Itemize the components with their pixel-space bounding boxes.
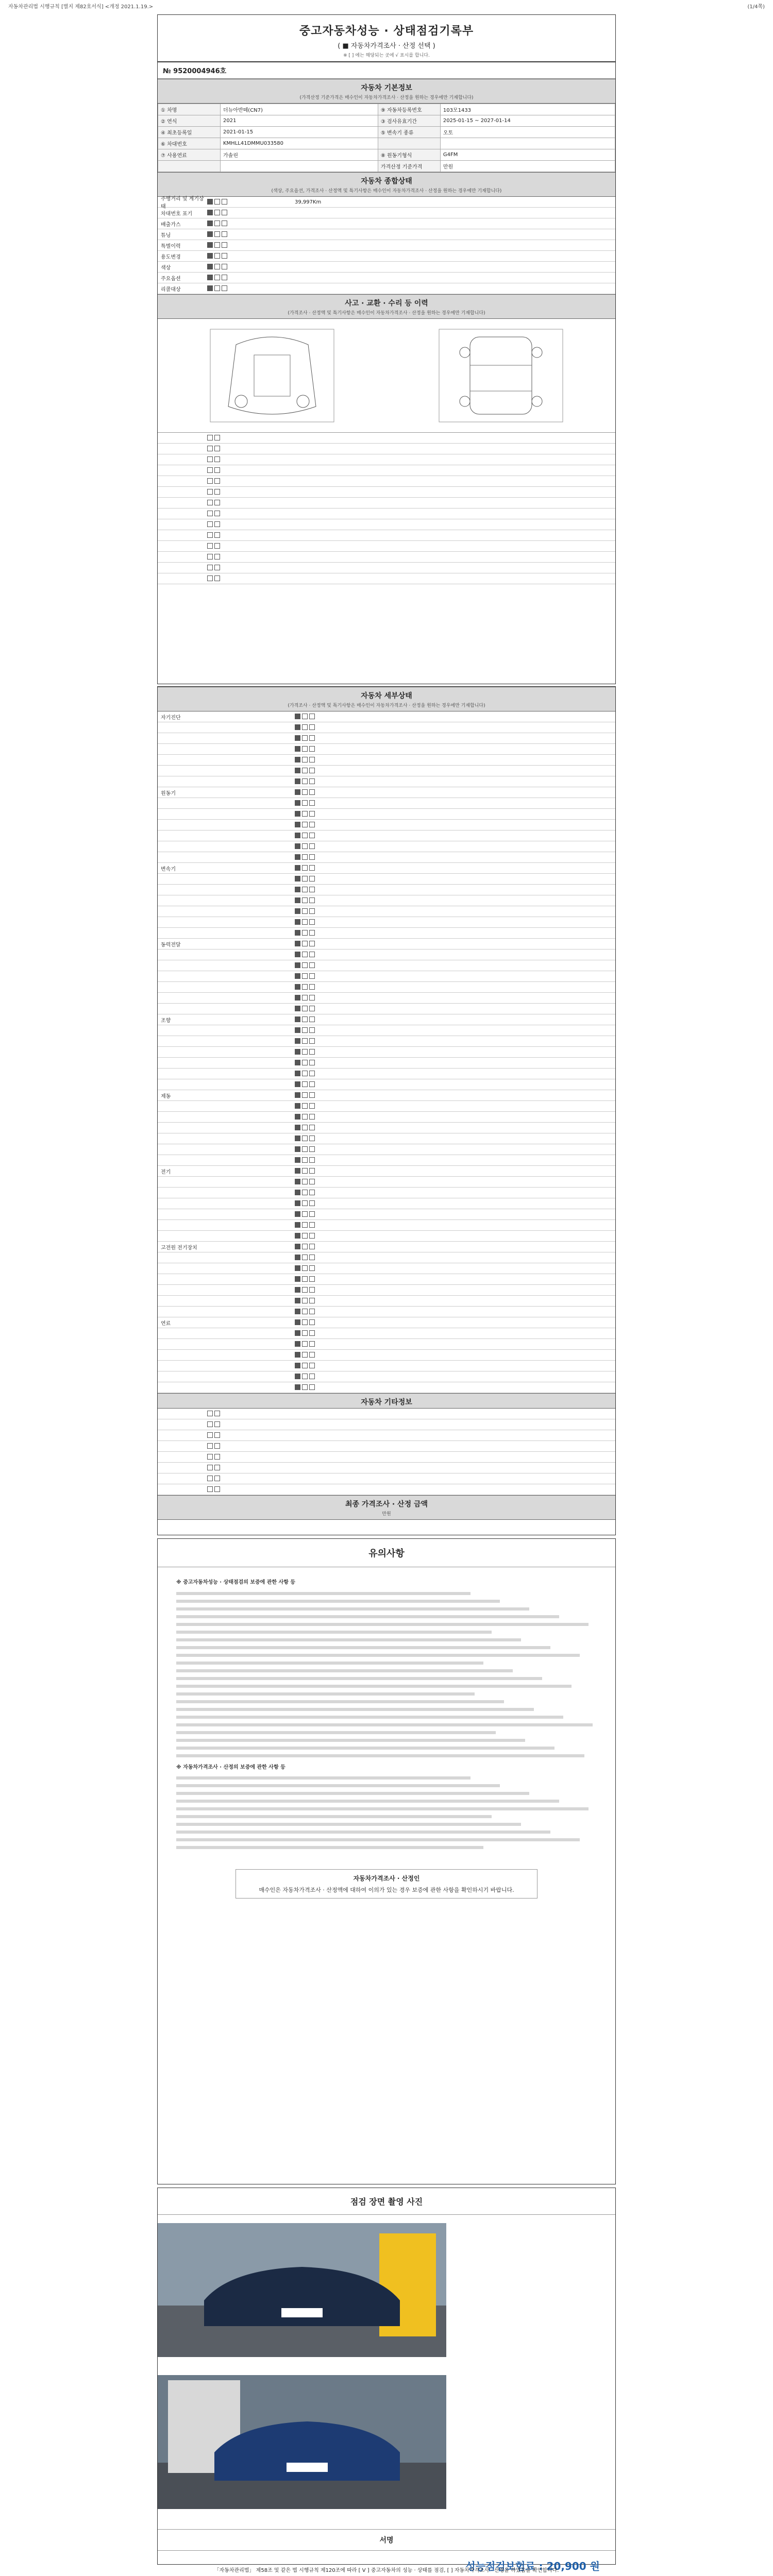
detail-checks xyxy=(295,833,553,839)
notice-text-line xyxy=(176,1623,589,1626)
notice-text-line xyxy=(176,1607,529,1611)
detail-row xyxy=(158,722,615,733)
basic-info-cell: 2021-01-15 xyxy=(221,127,378,138)
notice-text-line xyxy=(176,1685,572,1688)
detail-row xyxy=(158,1177,615,1188)
overall-row-checks xyxy=(207,253,295,260)
detail-row xyxy=(158,1133,615,1144)
accident-table xyxy=(158,433,615,584)
detail-checks xyxy=(295,1179,553,1185)
overall-row-checks xyxy=(207,275,295,281)
accident-desc: (가격조사 · 산정액 및 특기사항은 매수인이 자동차가격조사 · 산정을 원하는 경우에만 기재합니다) xyxy=(288,311,485,316)
detail-checks xyxy=(295,822,553,828)
notice-text-line xyxy=(176,1600,500,1603)
detail-checks xyxy=(295,1146,553,1153)
detail-row xyxy=(158,1382,615,1393)
overall-row-label: 차대번호 표기 xyxy=(161,211,193,217)
basic-info-cell: ① 차명 xyxy=(158,104,221,115)
accident-row xyxy=(158,433,615,444)
overall-row-label: 용도변경 xyxy=(161,254,181,260)
extra-row xyxy=(158,1419,615,1430)
detail-row xyxy=(158,1144,615,1155)
notice-text-line xyxy=(176,1831,550,1834)
overall-row-label: 색상 xyxy=(161,265,171,271)
basic-info-cell: KMHLL41DMMU033580 xyxy=(221,138,378,149)
overall-heading: 자동차 종합상태 (색상, 주요옵션, 가격조사 · 산정액 및 특기사항은 매수인이 자동차가격조사 · 산정을 원하는 경우에만 기재합니다) xyxy=(158,172,615,197)
notice-text-line xyxy=(176,1716,563,1719)
extra-heading: 자동차 기타정보 xyxy=(158,1393,615,1409)
title-area xyxy=(158,15,615,62)
inspection-photo-front xyxy=(158,2223,446,2357)
detail-row xyxy=(158,939,615,950)
overall-row-label: 배출가스 xyxy=(161,222,181,228)
detail-row xyxy=(158,1209,615,1220)
notice-text-line xyxy=(176,1708,534,1711)
detail-checks xyxy=(295,1038,553,1045)
detail-row xyxy=(158,885,615,895)
page-header xyxy=(0,0,773,12)
notice-text-line xyxy=(176,1807,589,1810)
detail-checks xyxy=(295,952,553,958)
detail-row xyxy=(158,744,615,755)
detail-checks xyxy=(295,908,553,915)
notice-text-line xyxy=(176,1784,500,1787)
notice-text-line xyxy=(176,1669,513,1672)
detail-row xyxy=(158,993,615,1004)
detail-group-label: 변속기 xyxy=(161,866,176,872)
basic-info-cell: G4FM xyxy=(440,149,615,161)
basic-info-row xyxy=(158,127,615,138)
inspection-photo-rear xyxy=(158,2375,446,2509)
detail-checks xyxy=(295,1190,553,1196)
extra-row xyxy=(158,1430,615,1441)
overall-row xyxy=(158,283,615,294)
extra-row xyxy=(158,1463,615,1473)
overall-table xyxy=(158,197,615,294)
detail-checks xyxy=(295,1081,553,1088)
detail-heading: 자동차 세부상태 (가격조사 · 산정액 및 특기사항은 매수인이 자동차가격조사 · 산정을 원하는 경우에만 기재합니다) xyxy=(158,687,615,711)
detail-checks xyxy=(295,1157,553,1164)
detail-checks xyxy=(295,714,553,720)
detail-checks xyxy=(295,1276,553,1283)
detail-row xyxy=(158,895,615,906)
basic-info-cell xyxy=(221,161,378,172)
detail-row xyxy=(158,1252,615,1263)
notice-text-line xyxy=(176,1662,483,1665)
overall-row xyxy=(158,218,615,229)
notice-text-line xyxy=(176,1638,521,1641)
sheet-1 xyxy=(157,14,616,684)
car-diagram xyxy=(158,319,615,433)
detail-checks xyxy=(295,1049,553,1056)
detail-row xyxy=(158,1166,615,1177)
detail-row xyxy=(158,1058,615,1069)
appraiser-box xyxy=(236,1869,537,1899)
detail-checks xyxy=(295,973,553,980)
extra-row xyxy=(158,1409,615,1419)
overall-row xyxy=(158,273,615,283)
detail-row xyxy=(158,1025,615,1036)
notice-text-line xyxy=(176,1800,559,1803)
basic-info-row xyxy=(158,104,615,115)
detail-row xyxy=(158,1307,615,1317)
overall-row-label: 주요옵션 xyxy=(161,276,181,282)
detail-row xyxy=(158,1101,615,1112)
notice-text-line xyxy=(176,1677,542,1680)
detail-row xyxy=(158,960,615,971)
signature-title: 서명 xyxy=(158,2529,615,2551)
detail-group-label: 자기진단 xyxy=(161,715,181,721)
detail-row xyxy=(158,1371,615,1382)
basic-info-cell: 2021 xyxy=(221,115,378,127)
notice-text-line xyxy=(176,1739,525,1742)
final-price-value: 만원 xyxy=(382,1512,391,1517)
detail-checks xyxy=(295,1384,553,1391)
overall-row-checks xyxy=(207,285,295,292)
detail-row xyxy=(158,1220,615,1231)
basic-info-cell: 오토 xyxy=(440,127,615,138)
overall-row-label: 주행거리 및 계기상태 xyxy=(161,196,204,210)
detail-checks xyxy=(295,1255,553,1261)
basic-info-row xyxy=(158,161,615,172)
form-subtitle: ( ■ 자동차가격조사 · 산정 선택 ) xyxy=(338,42,435,50)
basic-info-cell: ⑤ 변속기 종류 xyxy=(378,127,440,138)
basic-info-cell: ⑥ 차대번호 xyxy=(158,138,221,149)
detail-row xyxy=(158,1317,615,1328)
notice-subheading-1: ※ 중고자동차성능 · 상태점검의 보증에 관한 사항 등 xyxy=(176,1580,296,1585)
notice-text-line xyxy=(176,1646,550,1649)
detail-row xyxy=(158,820,615,831)
detail-row xyxy=(158,1361,615,1371)
accident-row xyxy=(158,444,615,454)
car-exterior-diagram xyxy=(205,324,339,427)
detail-checks xyxy=(295,887,553,893)
form-note: ※ [ ] 에는 해당되는 곳에 √ 표시를 합니다. xyxy=(343,53,430,58)
detail-row xyxy=(158,1231,615,1242)
detail-checks xyxy=(295,1211,553,1218)
detail-row xyxy=(158,1014,615,1025)
detail-checks xyxy=(295,1071,553,1077)
detail-group-label: 조향 xyxy=(161,1018,171,1024)
notice-text-line xyxy=(176,1776,470,1780)
detail-row xyxy=(158,809,615,820)
detail-checks xyxy=(295,984,553,991)
appraiser-box-text: 매수인은 자동차가격조사 · 산정액에 대하여 이의가 있는 경우 보증에 관한 사항을 확인하시기 바랍니다. xyxy=(259,1887,514,1893)
form-title: 중고자동차성능 · 상태점검기록부 xyxy=(299,25,474,38)
extra-row xyxy=(158,1484,615,1495)
basic-info-cell: 가격산정 기준가격 xyxy=(378,161,440,172)
detail-row xyxy=(158,1036,615,1047)
extra-row xyxy=(158,1441,615,1452)
detail-desc: (가격조사 · 산정액 및 특기사항은 매수인이 자동차가격조사 · 산정을 원하는 경우에만 기재합니다) xyxy=(288,703,485,708)
detail-row xyxy=(158,1242,615,1252)
notice-body xyxy=(158,1567,615,1859)
detail-group-label: 연료 xyxy=(161,1320,171,1327)
notice-text-line xyxy=(176,1631,492,1634)
notice-text-line xyxy=(176,1747,554,1750)
detail-checks xyxy=(295,930,553,937)
basic-info-cell: 2025-01-15 ~ 2027-01-14 xyxy=(440,115,615,127)
basic-info-table xyxy=(158,104,615,172)
overall-row xyxy=(158,262,615,273)
detail-checks xyxy=(295,746,553,753)
detail-checks xyxy=(295,800,553,807)
detail-checks xyxy=(295,941,553,947)
basic-info-cell: ③ 검사유효기간 xyxy=(378,115,440,127)
notice-text-line xyxy=(176,1754,584,1757)
detail-checks xyxy=(295,1330,553,1337)
overall-row-checks xyxy=(207,199,295,206)
detail-group-label: 고전원 전기장치 xyxy=(161,1245,197,1251)
accident-row xyxy=(158,541,615,552)
photo-title: 점검 장면 촬영 사진 xyxy=(158,2188,615,2215)
detail-checks xyxy=(295,1006,553,1012)
detail-row xyxy=(158,1296,615,1307)
detail-row xyxy=(158,787,615,798)
detail-checks xyxy=(295,1319,553,1326)
overall-row-label: 튜닝 xyxy=(161,232,171,239)
detail-checks xyxy=(295,843,553,850)
notice-text-line xyxy=(176,1654,580,1657)
basic-info-cell xyxy=(440,138,615,149)
detail-checks xyxy=(295,865,553,872)
notice-text-line xyxy=(176,1615,559,1618)
detail-checks xyxy=(295,897,553,904)
detail-row xyxy=(158,841,615,852)
detail-row xyxy=(158,831,615,841)
detail-checks xyxy=(295,1027,553,1034)
detail-row xyxy=(158,1350,615,1361)
detail-row xyxy=(158,1339,615,1350)
detail-checks xyxy=(295,1309,553,1315)
detail-row xyxy=(158,1047,615,1058)
detail-row xyxy=(158,733,615,744)
detail-checks xyxy=(295,1016,553,1023)
notice-lines-2 xyxy=(176,1776,597,1849)
car-frame-diagram xyxy=(434,324,568,427)
detail-checks xyxy=(295,1103,553,1110)
detail-row xyxy=(158,766,615,776)
detail-checks xyxy=(295,768,553,774)
accident-row xyxy=(158,465,615,476)
notice-lines-1 xyxy=(176,1592,597,1757)
detail-checks xyxy=(295,1363,553,1369)
overall-desc: (색상, 주요옵션, 가격조사 · 산정액 및 특기사항은 매수인이 자동차가격조사 · 산정을 원하는 경우에만 기재합니다) xyxy=(271,189,502,194)
detail-row xyxy=(158,852,615,863)
detail-checks xyxy=(295,1244,553,1250)
overall-row-checks xyxy=(207,264,295,270)
detail-checks xyxy=(295,1374,553,1380)
detail-checks xyxy=(295,1200,553,1207)
overall-row-checks xyxy=(207,210,295,216)
basic-info-row xyxy=(158,138,615,149)
detail-checks xyxy=(295,724,553,731)
basic-info-cell: ④ 최초등록일 xyxy=(158,127,221,138)
notice-text-line xyxy=(176,1692,475,1696)
notice-text-line xyxy=(176,1731,496,1734)
detail-row xyxy=(158,1285,615,1296)
detail-row xyxy=(158,1155,615,1166)
basic-info-cell: 103모1433 xyxy=(440,104,615,115)
detail-group-label: 원동기 xyxy=(161,790,176,796)
detail-checks xyxy=(295,1168,553,1175)
detail-checks xyxy=(295,919,553,926)
notice-text-line xyxy=(176,1592,470,1595)
form-reference: 자동차관리법 시행규칙 [별지 제82호서식] <개정 2021.1.19.> xyxy=(8,4,154,10)
detail-checks xyxy=(295,1136,553,1142)
notice-title: 유의사항 xyxy=(158,1539,615,1567)
detail-row xyxy=(158,1198,615,1209)
detail-group-label: 동력전달 xyxy=(161,942,181,948)
basic-info-cell: 만원 xyxy=(440,161,615,172)
accident-row xyxy=(158,563,615,573)
accident-heading: 사고 · 교환 · 수리 등 이력 (가격조사 · 산정액 및 특기사항은 매수인이 자동차가격조사 · 산정을 원하는 경우에만 기재합니다) xyxy=(158,294,615,319)
accident-row xyxy=(158,476,615,487)
extra-row xyxy=(158,1452,615,1463)
detail-row xyxy=(158,863,615,874)
detail-row xyxy=(158,906,615,917)
detail-row xyxy=(158,982,615,993)
detail-row xyxy=(158,917,615,928)
detail-checks xyxy=(295,1060,553,1066)
sheet-3 xyxy=(157,1538,616,2184)
extra-row xyxy=(158,1473,615,1484)
detail-row xyxy=(158,1069,615,1079)
insurance-fee: 성능점검보험료 : 20,900 원 xyxy=(465,2560,600,2572)
detail-table xyxy=(158,711,615,1393)
notice-text-line xyxy=(176,1838,580,1841)
accident-row xyxy=(158,519,615,530)
detail-row xyxy=(158,755,615,766)
detail-checks xyxy=(295,1287,553,1294)
detail-checks xyxy=(295,995,553,1002)
basic-info-cell: ⑦ 사용연료 xyxy=(158,149,221,161)
detail-row xyxy=(158,1004,615,1014)
detail-checks xyxy=(295,1114,553,1121)
overall-row xyxy=(158,240,615,251)
overall-row-checks xyxy=(207,231,295,238)
accident-row xyxy=(158,530,615,541)
detail-row xyxy=(158,928,615,939)
notice-text-line xyxy=(176,1823,521,1826)
basic-info-row xyxy=(158,115,615,127)
detail-checks xyxy=(295,1125,553,1131)
detail-checks xyxy=(295,1233,553,1240)
page-number: (1/4쪽) xyxy=(747,4,765,10)
notice-text-line xyxy=(176,1723,593,1726)
detail-checks xyxy=(295,735,553,742)
detail-checks xyxy=(295,1092,553,1099)
overall-row-label: 특별이력 xyxy=(161,243,181,249)
basic-info-cell: 더뉴아반떼(CN7) xyxy=(221,104,378,115)
detail-row xyxy=(158,798,615,809)
overall-row-value: 39,997Km xyxy=(295,199,322,205)
overall-row xyxy=(158,197,615,208)
bottom-note: 「자동차관리법」 제58조 및 같은 법 시행규칙 제120조에 따라 [ V ] 중고자동차의 성능 · 상태를 점검, [ ] 자동차가격조사 · 산정을 하였음을 확인합니다. xyxy=(214,2568,559,2573)
sheet-2 xyxy=(157,686,616,1535)
detail-checks xyxy=(295,789,553,796)
basic-info-row xyxy=(158,149,615,161)
detail-row xyxy=(158,1123,615,1133)
notice-text-line xyxy=(176,1700,504,1703)
accident-row xyxy=(158,573,615,584)
extra-table xyxy=(158,1409,615,1495)
detail-checks xyxy=(295,778,553,785)
basic-info-cell xyxy=(158,161,221,172)
detail-group-label: 제동 xyxy=(161,1093,171,1099)
accident-row xyxy=(158,509,615,519)
detail-row xyxy=(158,1188,615,1198)
detail-checks xyxy=(295,757,553,764)
detail-checks xyxy=(295,1352,553,1359)
basic-info-cell: ⑧ 원동기형식 xyxy=(378,149,440,161)
notice-text-line xyxy=(176,1846,483,1849)
final-price-heading: 최종 가격조사 · 산정 금액 만원 xyxy=(158,1495,615,1520)
notice-subheading-2: ※ 자동차가격조사 · 산정의 보증에 관한 사항 등 xyxy=(176,1764,285,1770)
detail-row xyxy=(158,971,615,982)
overall-row xyxy=(158,208,615,218)
accident-row xyxy=(158,498,615,509)
detail-row xyxy=(158,1274,615,1285)
detail-row xyxy=(158,1328,615,1339)
accident-row xyxy=(158,487,615,498)
basic-info-cell xyxy=(378,138,440,149)
basic-info-cell: ⑨ 자동차등록번호 xyxy=(378,104,440,115)
detail-group-label: 전기 xyxy=(161,1169,171,1175)
accident-row xyxy=(158,454,615,465)
overall-row-checks xyxy=(207,242,295,249)
basic-info-desc: (가격산정 기준가격은 매수인이 자동차가격조사 · 산정을 원하는 경우에만 기재합니다) xyxy=(299,95,474,100)
basic-info-cell: ② 연식 xyxy=(158,115,221,127)
overall-row-checks xyxy=(207,221,295,227)
detail-checks xyxy=(295,876,553,883)
detail-row xyxy=(158,1090,615,1101)
detail-row xyxy=(158,874,615,885)
document-number: № 9520004946호 xyxy=(158,62,615,79)
detail-checks xyxy=(295,962,553,969)
detail-row xyxy=(158,1263,615,1274)
detail-checks xyxy=(295,811,553,818)
detail-checks xyxy=(295,1265,553,1272)
appraiser-box-title: 자동차가격조사 · 산정인 xyxy=(353,1875,420,1882)
accident-row xyxy=(158,552,615,563)
notice-text-line xyxy=(176,1792,529,1795)
overall-row xyxy=(158,229,615,240)
overall-row xyxy=(158,251,615,262)
basic-info-heading: 자동차 기본정보 (가격산정 기준가격은 매수인이 자동차가격조사 · 산정을 원하는 경우에만 기재합니다) xyxy=(158,79,615,104)
detail-row xyxy=(158,711,615,722)
detail-row xyxy=(158,950,615,960)
detail-row xyxy=(158,1079,615,1090)
detail-checks xyxy=(295,1298,553,1304)
basic-info-cell: 가솔린 xyxy=(221,149,378,161)
detail-row xyxy=(158,1112,615,1123)
overall-row-label: 리콜대상 xyxy=(161,286,181,293)
detail-row xyxy=(158,776,615,787)
detail-checks xyxy=(295,854,553,861)
detail-checks xyxy=(295,1222,553,1229)
detail-checks xyxy=(295,1341,553,1348)
notice-text-line xyxy=(176,1815,492,1818)
